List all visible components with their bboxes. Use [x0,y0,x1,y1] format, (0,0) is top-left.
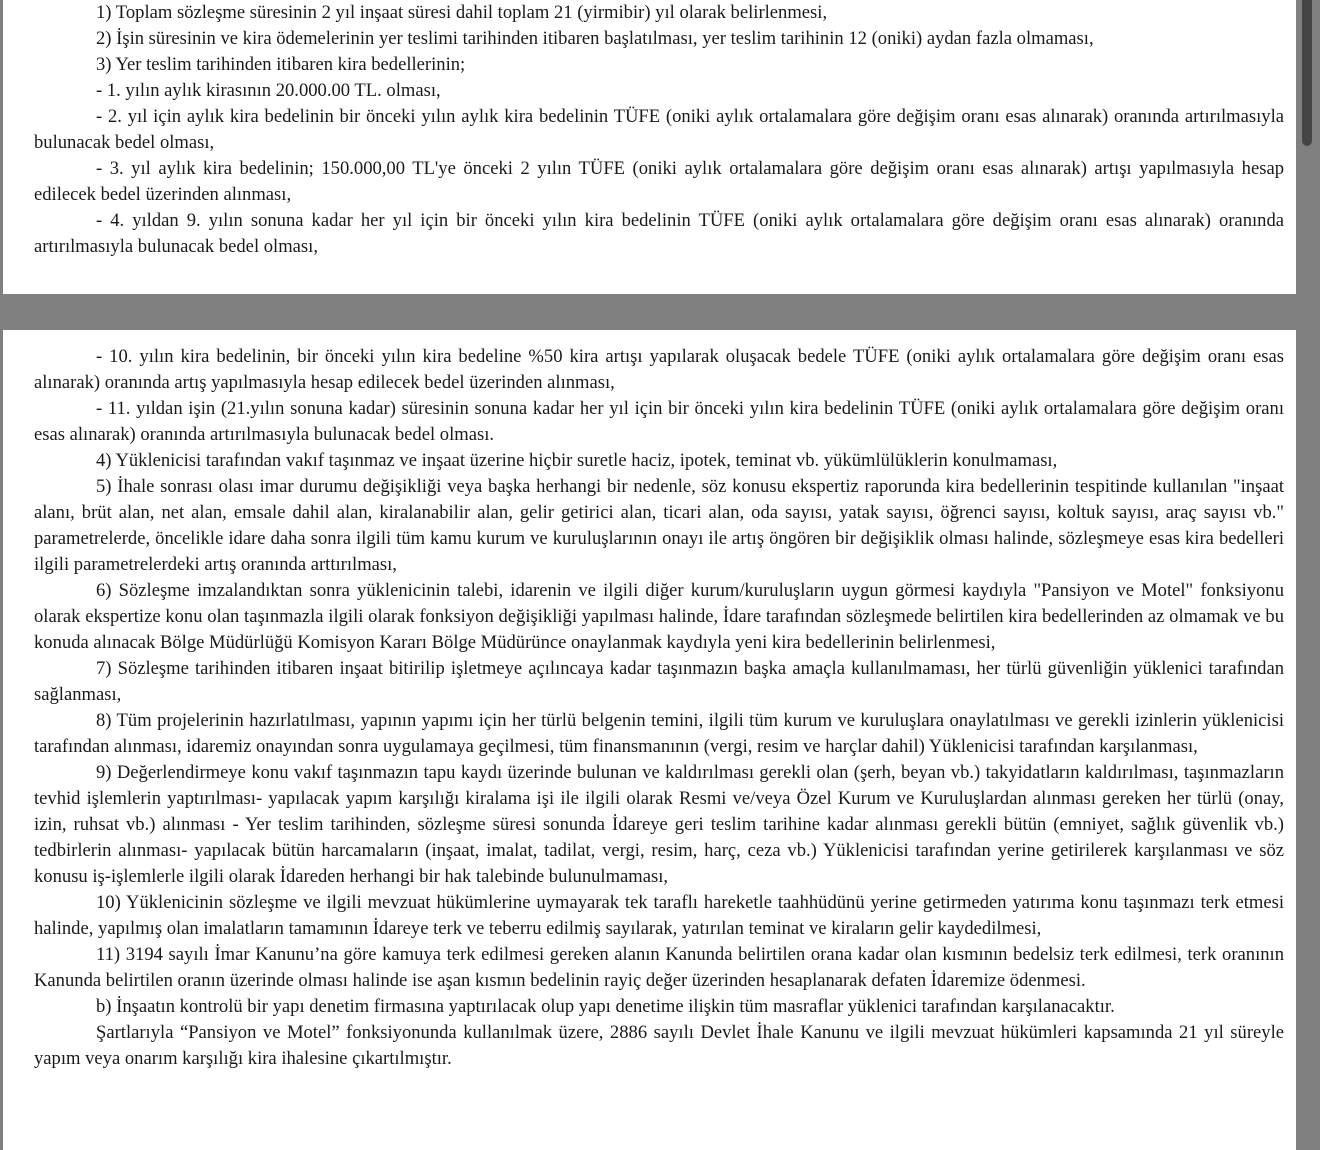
document-page-2 [3,330,1296,1150]
paragraph-year-2-rent: - 2. yıl için aylık kira bedelinin bir önceki yılın aylık kira bedelinin TÜFE (oniki aylık ortalamalara göre değişim oranı esas alınarak) oranında artırılmasıyla bulunacak bedel olması, [34,106,1284,153]
paragraph-clause-2: 2) İşin süresinin ve kira ödemelerinin yer teslimi tarihinden itibaren başlatılması, yer teslim tarihinin 12 (oniki) aydan fazla olmaması, [96,28,1094,49]
document-page-1 [3,0,1296,294]
paragraph-clause-10: 10) Yüklenicinin sözleşme ve ilgili mevzuat hükümlerine uymayarak tek taraflı hareketle taahhüdünü yerine getirmeden yatırıma konu taşınmazı terk etmesi halinde, yapılmış olan imalatların tamamının İdareye terk ve teberru edilmiş sayılarak, yatırılan teminat ve kiraların gelir kaydedilmesi, [34,892,1284,939]
paragraph-clause-11: 11) 3194 sayılı İmar Kanunu’na göre kamuya terk edilmesi gereken alanın Kanunda belirtilen orana kadar olan kısmının bedelsiz terk edilmesi, terk oranının Kanunda belirtilen oranın üzerinde olması halinde ise aşan kısmın bedelinin rayiç değer üzerinden hesaplanarak defaten İdaremize ödenmesi. [34,944,1284,991]
paragraph-clause-3: 3) Yer teslim tarihinden itibaren kira bedellerinin; [96,54,466,75]
page-1-content [34,0,1284,260]
paragraph-clause-7: 7) Sözleşme tarihinden itibaren inşaat bitirilip işletmeye açılıncaya kadar taşınmazın başka amaçla kullanılmaması, her türlü güvenliğin yüklenici tarafından sağlanması, [34,658,1284,705]
paragraph-conclusion: Şartlarıyla “Pansiyon ve Motel” fonksiyonunda kullanılmak üzere, 2886 sayılı Devlet İhale Kanunu ve ilgili mevzuat hükümleri kapsamında 21 yıl süreyle yapım veya onarım karşılığı kira ihalesine çıkartılmıştır. [34,1022,1284,1069]
scrollbar-thumb[interactable] [1302,0,1312,146]
paragraph-year-11-21-rent: - 11. yıldan işin (21.yılın sonuna kadar) süresinin sonuna kadar her yıl için bir önceki yılın kira bedelinin TÜFE (oniki aylık ortalamalara göre değişim oranı esas alınarak) oranında artırılmasıyla bulunacak bedel olması. [34,398,1284,445]
paragraph-clause-5: 5) İhale sonrası olası imar durumu değişikliği veya başka herhangi bir nedenle, söz konusu ekspertiz raporunda kira bedellerinin tespitinde kullanılan "inşaat alanı, brüt alan, net alan, emsale dahil alan, kiralanabilir alan, gelir getirici alan, ticari alan, oda sayısı, yatak sayısı, öğrenci sayısı, koltuk sayısı, araç sayısı vb." parametrelerde, öncelikle idare daha sonra ilgili tüm kamu kurum ve kuruluşlarının onayı ile artış öngören bir değişiklik olması halinde, sözleşmeye esas kira bedelleri ilgili parametrelerdeki artış oranında arttırılması, [34,476,1284,575]
paragraph-clause-8: 8) Tüm projelerinin hazırlatılması, yapının yapımı için her türlü belgenin temini, ilgili tüm kurum ve kuruluşlara onaylatılması ve gerekli izinlerin yüklenicisi tarafından alınması, idaremiz onayından sonra uygulamaya geçilmesi, tüm finansmanının (vergi, resim ve harçlar dahil) Yüklenicisi tarafından karşılanması, [34,710,1284,757]
paragraph-clause-9: 9) Değerlendirmeye konu vakıf taşınmazın tapu kaydı üzerinde bulunan ve kaldırılması gerekli olan (şerh, beyan vb.) takyidatların kaldırılması, taşınmazların tevhid işlemlerin yaptırılması- yapılacak yapım karşılığı kiralama işi ile ilgili olarak Resmi ve/veya Özel Kurum ve Kuruluşlardan alınması gereken her türlü (onay, izin, ruhsat vb.) alınması - Yer teslim tarihinden, sözleşme süresi sonunda İdareye geri teslim tarihine kadar alınması gerekli bütün (emniyet, sağlık güvenlik vb.) tedbirlerin alınması- yapılacak bütün harcamaların (inşaat, imalat, tadilat, vergi, resim, harç, ceza vb.) Yüklenicisi tarafından yerine getirilerek karşılanması ve söz konusu iş-işlemlerle ilgili olarak İdareden herhangi bir hak talebinde bulunulmaması, [34,762,1284,887]
paragraph-year-4-9-rent: - 4. yıldan 9. yılın sonuna kadar her yıl için bir önceki yılın kira bedelinin TÜFE (oniki aylık ortalamalara göre değişim oranı esas alınarak) oranında artırılmasıyla bulunacak bedel olması, [34,210,1284,257]
paragraph-clause-6: 6) Sözleşme imzalandıktan sonra yüklenicinin talebi, idarenin ve ilgili diğer kurum/kuruluşların uygun görmesi kaydıyla "Pansiyon ve Motel" fonksiyonu olarak ekspertize konu olan taşınmazla ilgili olarak fonksiyon değişikliği yapılması halinde, İdare tarafından sözleşmede belirtilen kira bedellerinden az olmamak ve bu konuda alınacak Bölge Müdürlüğü Komisyon Kararı Bölge Müdürünce onaylanmak kaydıyla yeni kira bedellerinin belirlenmesi, [34,580,1284,653]
paragraph-year-1-rent: - 1. yılın aylık kirasının 20.000.00 TL. olması, [96,80,441,101]
paragraph-clause-b: b) İnşaatın kontrolü bir yapı denetim firmasına yaptırılacak olup yapı denetime ilişkin tüm masraflar yüklenici tarafından karşılanacaktır. [96,996,1115,1017]
paragraph-year-10-rent: - 10. yılın kira bedelinin, bir önceki yılın kira bedeline %50 kira artışı yapılarak oluşacak bedele TÜFE (oniki aylık ortalamalara göre değişim oranı esas alınarak) oranında artış yapılmasıyla hesap edilecek bedel üzerinden alınması, [34,346,1284,393]
page-2-content [34,344,1284,1072]
vertical-scrollbar[interactable] [1296,0,1320,1134]
paragraph-clause-4: 4) Yüklenicisi tarafından vakıf taşınmaz ve inşaat üzerine hiçbir suretle haciz, ipotek, teminat vb. yükümlülüklerin konulmaması, [96,450,1058,471]
paragraph-clause-1: 1) Toplam sözleşme süresinin 2 yıl inşaat süresi dahil toplam 21 (yirmibir) yıl olarak belirlenmesi, [96,2,828,23]
paragraph-year-3-rent: - 3. yıl aylık kira bedelinin; 150.000,00 TL'ye önceki 2 yılın TÜFE (oniki aylık ortalamalara göre değişim oranı esas alınarak) artışı yapılmasıyla hesap edilecek bedel üzerinden alınması, [34,158,1284,205]
